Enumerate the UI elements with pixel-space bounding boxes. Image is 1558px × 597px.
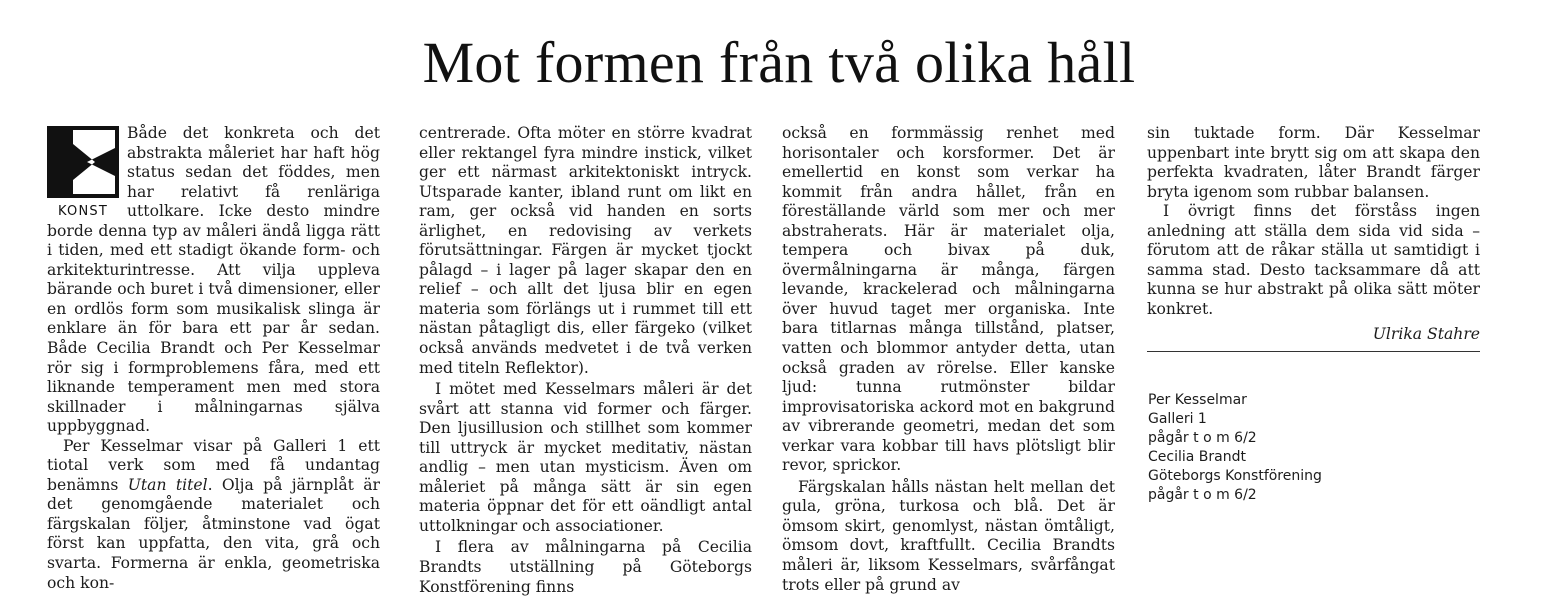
konst-k-logo-icon [47,126,119,198]
factbox-line: Göteborgs Konstförening [1148,468,1322,484]
paragraph: sin tuktade form. Där Kesselmar uppenbart inte brytt sig om att skapa den perfekta kvadraten, låter Brandt färger bryta igenom som rubbar balansen. [1147,124,1480,201]
paragraph: centrerade. Ofta möter en större kvadrat eller rektangel fyra mindre instick, vilket ger ett närmast arkitektoniskt intryck. Utsparade kanter, ibland runt om likt en ram, ger också vid handen en sorts ärlighet, en redovising av verkets förutsättningar. Färgen är mycket tjockt pålagd – i lager på lager skapar den en relief – och allt det ljusa blir en egen materia som förlängs ut i rummet till ett nästan påtagligt dis, eller färgeko (vilket också används medvetet i de två verken med titeln Reflektor). [419,124,752,377]
factbox-line: Cecilia Brandt [1148,449,1246,465]
section-label: KONST [58,204,108,219]
paragraph: Färgskalan hålls nästan helt mellan det gula, gröna, turkosa och blå. Det är ömsom skirt, genomlyst, nästan ömtåligt, ömsom dovt, kraftfullt. Cecilia Brandts måleri är, liksom Kesselmars, svårfångat trots eller på grund av [782,477,1115,594]
factbox-line: Per Kesselmar [1148,392,1247,408]
paragraph: också en formmässig renhet med horisontaler och korsformer. Det är emellertid en konst som verkar ha kommit från andra hållet, från en föreställande värld som mer och mer abstraherats. Här är materialet olja, tempera och bivax på duk, övermålningarna är många, färgen levande, krackelerad och målningarna över huvud taget mer organiska. Inte bara titlarnas många tillstånd, platser, vatten och blommor antyder detta, utan också graden av rörelse. Eller kanske ljud: tunna rutmönster bildar improvisatoriska ackord mot en bakgrund av vibrerande geometri, medan det som verkar vara kobbar till havs plötsligt blir revor, sprickor. [782,124,1115,475]
author-signature: Ulrika Stahre [1147,325,1480,352]
work-title: Utan titel [127,475,208,494]
section-logo [47,126,119,218]
exhibition-factbox [1148,391,1448,505]
paragraph [47,437,380,593]
article-column-3 [782,124,1115,595]
factbox-line: Galleri 1 [1148,411,1207,427]
paragraph: I mötet med Kesselmars måleri är det svårt att stanna vid former och färger. Den ljusillusion och stillhet som kommer till uttryck är mycket meditativ, nästan andlig – men utan mysticism. Även om måleriet på många sätt är sin egen materia öppnar det för ett oändligt antal uttolkningar och associationer. [419,380,752,535]
article-column-2 [419,124,752,597]
paragraph-text: Per Kesselmar visar på Galleri 1 ett tiotal verk som med få undantag benämns [47,436,380,494]
headline: Mot formen från två olika håll [422,30,1136,95]
paragraph: I flera av målningarna på Cecilia Brandts utställning på Göteborgs Konstförening finns [419,538,752,596]
factbox-line: pågår t o m 6/2 [1148,487,1257,503]
factbox-line: pågår t o m 6/2 [1148,430,1257,446]
article-column-1 [47,124,380,593]
paragraph: I övrigt finns det förståss ingen anledning att ställa dem sida vid sida – förutom att de råkar ställa ut samtidigt i samma stad. Desto tacksammare då att kunna se hur abstrakt på olika sätt möter konkret. [1147,202,1480,318]
paragraph-text: . Olja på järnplåt är det genomgående materialet och färgskalan följer, åtminstone vad ögat först kan uppfatta, den vita, grå och svarta. Formerna är enkla, geometriska och kon- [47,475,380,592]
paragraph: Både det konkreta och det abstrakta måleriet har haft hög status sedan det föddes, men har relativt få renläriga uttolkare. Icke desto mindre borde denna typ av måleri ändå ligga rätt i tiden, med ett stadigt ökande form- och arkitekturintresse. Att vilja uppleva bärande och buret i två dimensioner, eller en ordlös form som musikalisk slinga är enklare än för bara ett par år sedan. Både Cecilia Brandt och Per Kesselmar rör sig i formproblemens fåra, med ett liknande temperament men med stora skillnader i målningarnas själva uppbyggnad. [47,124,380,436]
article-column-4 [1147,124,1480,352]
